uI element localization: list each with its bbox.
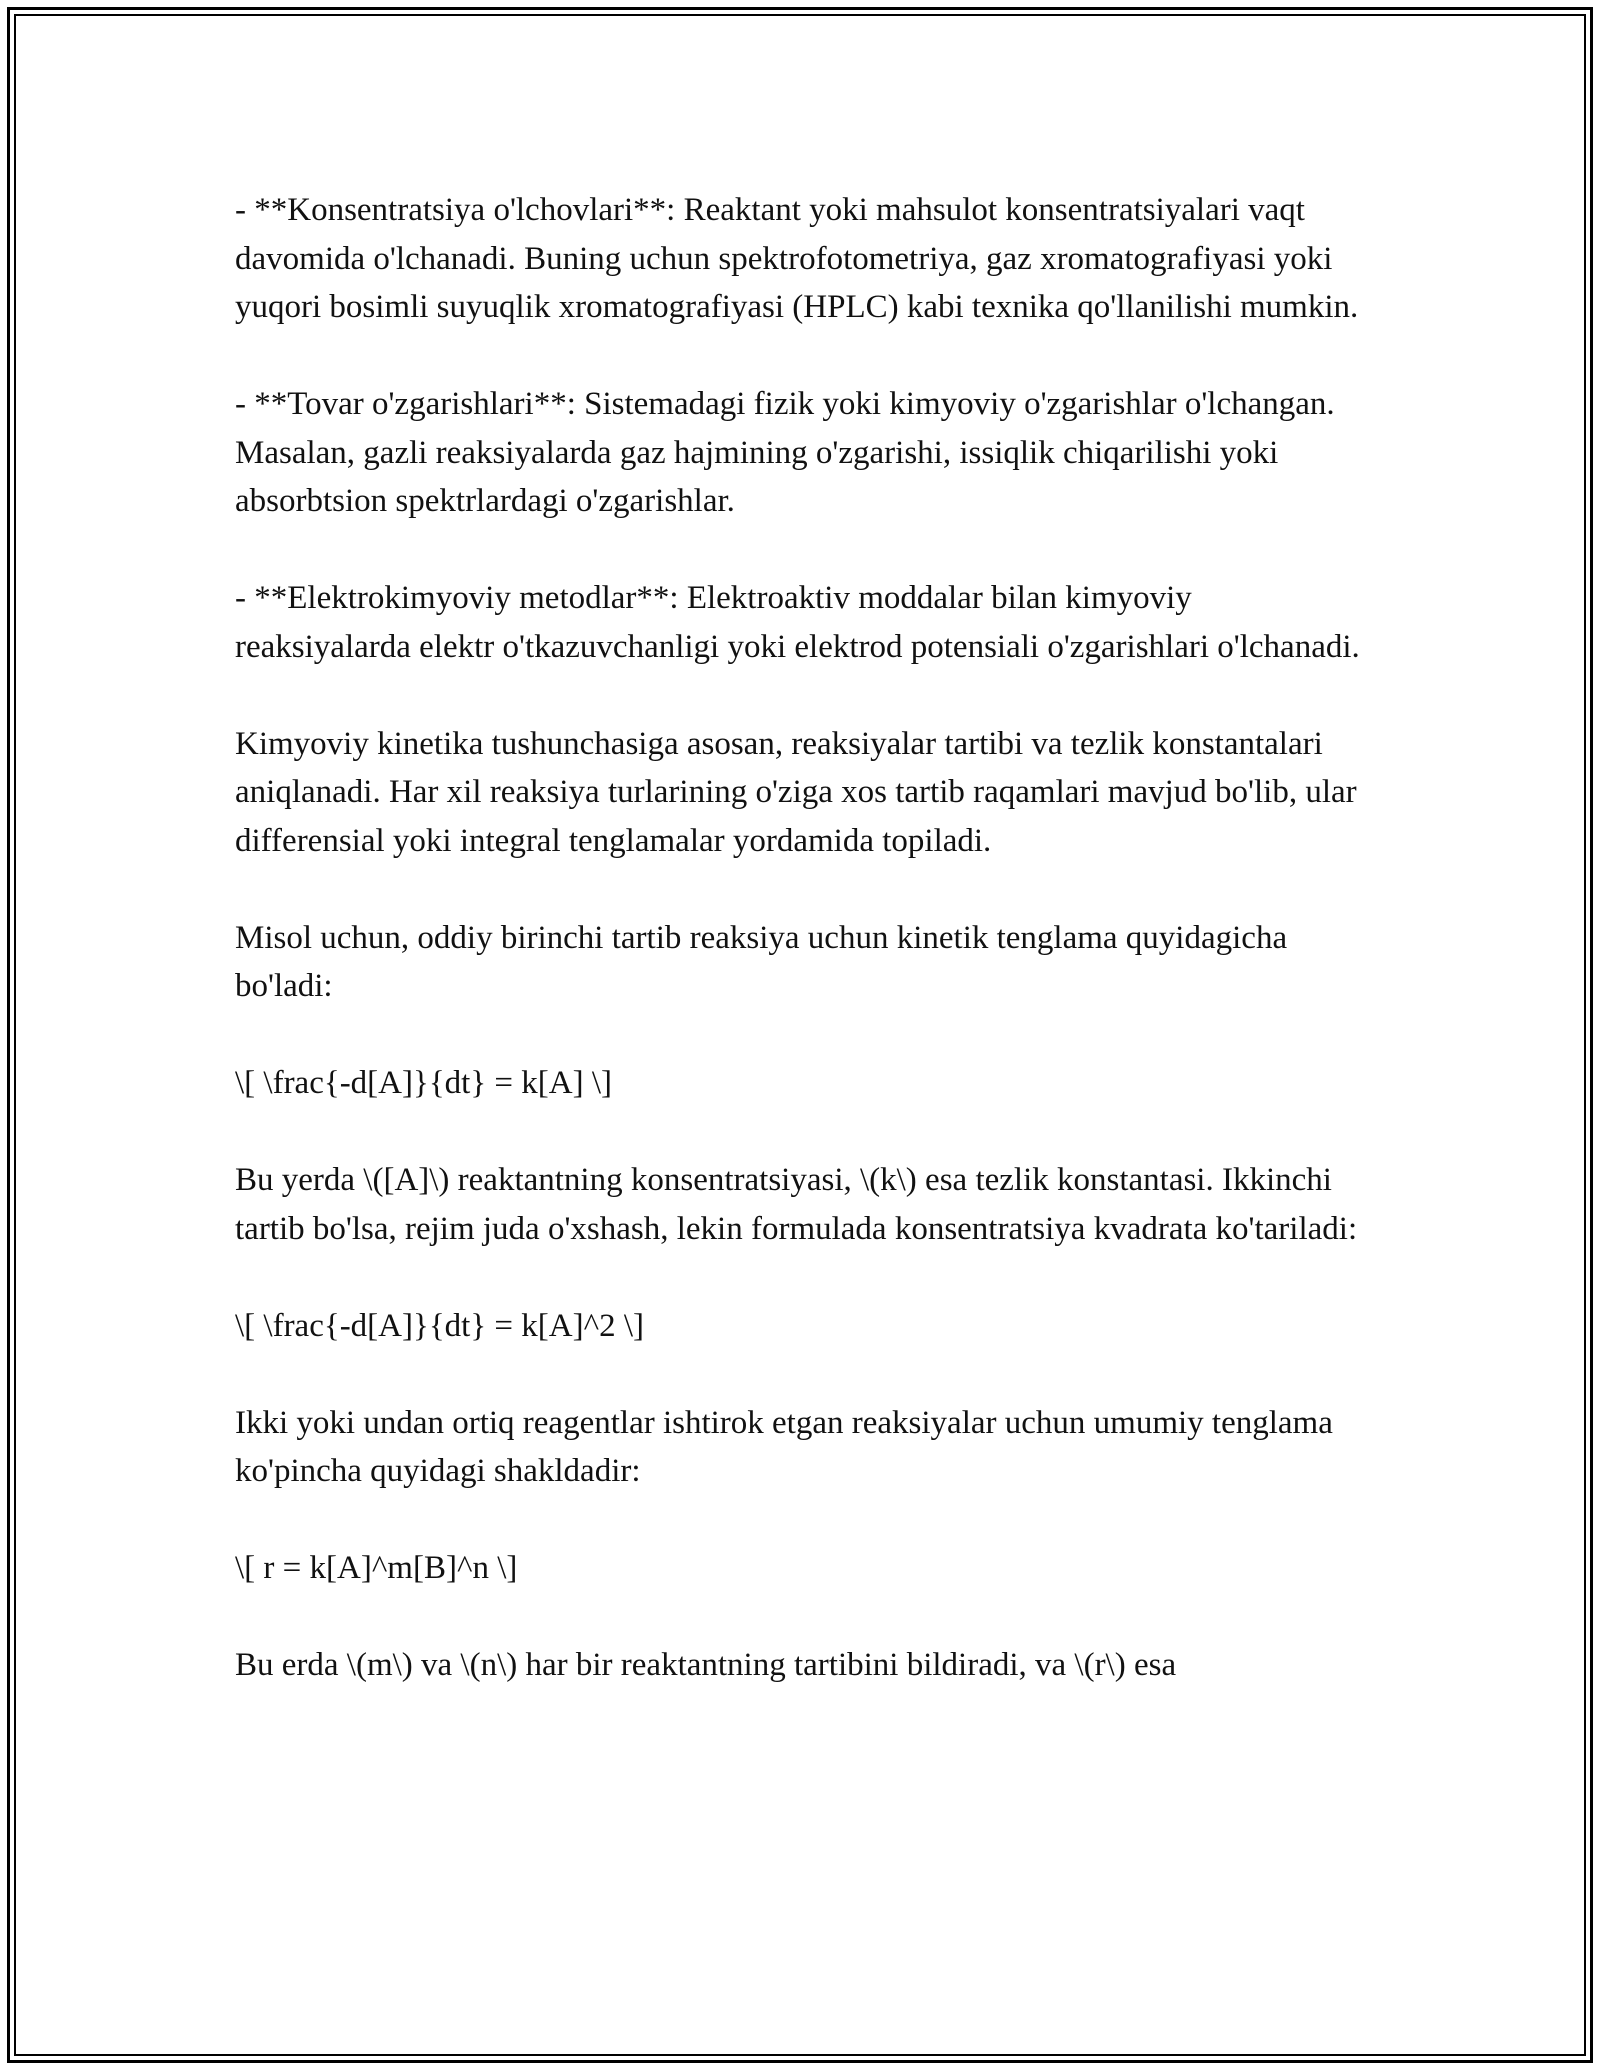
- document-body: [235, 186, 1365, 1690]
- equation-general-rate: \[ r = k[A]^m[B]^n \]: [235, 1550, 518, 1586]
- equation-first-order: \[ \frac{-d[A]}{dt} = k[A] \]: [235, 1065, 613, 1101]
- paragraph-electrochemical-methods: - **Elektrokimyoviy metodlar**: Elektroaktiv moddalar bilan kimyoviy reaksiyalarda elektr o'tkazuvchanligi yoki elektrod potensiali o'zgarishlari o'lchanadi.: [235, 580, 1360, 665]
- paragraph-concentration-measurements: - **Konsentratsiya o'lchovlari**: Reaktant yoki mahsulot konsentratsiyalari vaqt davomida o'lchanadi. Buning uchun spektrofotometriya, gaz xromatografiyasi yoki yuqori bosimli suyuqlik xromatografiyasi (HPLC) kabi texnika qo'llanilishi mumkin.: [235, 192, 1359, 325]
- paragraph-order-explanation: Bu erda \(m\) va \(n\) har bir reaktantning tartibini bildiradi, va \(r\) esa: [235, 1647, 1177, 1683]
- equation-second-order: \[ \frac{-d[A]}{dt} = k[A]^2 \]: [235, 1307, 644, 1344]
- paragraph-first-order-intro: Misol uchun, oddiy birinchi tartib reaksiya uchun kinetik tenglama quyidagicha bo'ladi:: [235, 919, 1288, 1004]
- paragraph-second-order-intro: Bu yerda \([A]\) reaktantning konsentratsiyasi, \(k\) esa tezlik konstantasi. Ikkinchi tartib bo'lsa, rejim juda o'xshash, lekin formulada konsentratsiya kvadrata ko'tariladi:: [235, 1162, 1358, 1247]
- paragraph-chemical-kinetics: Kimyoviy kinetika tushunchasiga asosan, reaksiyalar tartibi va tezlik konstantalari aniqlanadi. Har xil reaksiya turlarining o'ziga xos tartib raqamlari mavjud bo'lib, ular differensial yoki integral tenglamalar yordamida topiladi.: [235, 725, 1357, 859]
- paragraph-general-rate-intro: Ikki yoki undan ortiq reagentlar ishtirok etgan reaksiyalar uchun umumiy tenglama ko'pincha quyidagi shakldadir:: [235, 1404, 1333, 1489]
- paragraph-property-changes: - **Tovar o'zgarishlari**: Sistemadagi fizik yoki kimyoviy o'zgarishlar o'lchangan. Masalan, gazli reaksiyalarda gaz hajmining o'zgarishi, issiqlik chiqarilishi yoki absorbtsion spektrlardagi o'zgarishlar.: [235, 386, 1335, 519]
